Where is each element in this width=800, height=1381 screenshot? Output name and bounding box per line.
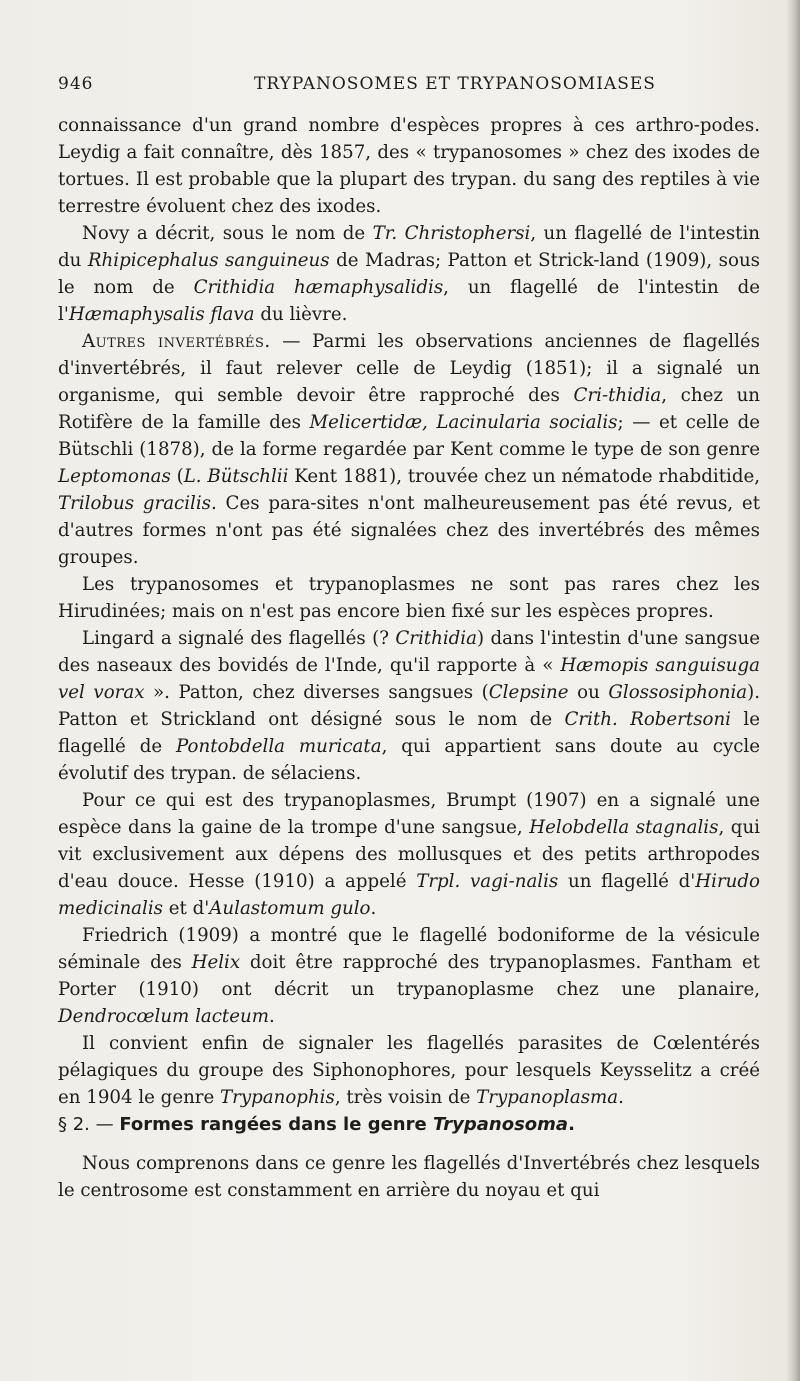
page-body bbox=[58, 112, 760, 1204]
section-heading: § 2. — Formes rangées dans le genre Trypanosoma. bbox=[58, 1114, 575, 1135]
paragraph: Friedrich (1909) a montré que le flagellé bodoniforme de la vésicule séminale des Helix doit être rapproché des trypanoplasmes. Fantham et Porter (1910) ont décrit un trypanoplasme chez une planaire, Dendrocœlum lacteum. bbox=[58, 925, 760, 1027]
paragraph: connaissance d'un grand nombre d'espèces propres à ces arthro-podes. Leydig a fait connaître, dès 1857, des « trypanosomes » chez des ixodes de tortues. Il est probable que la plupart des trypan. du sang des reptiles à vie terrestre évoluent chez des ixodes. bbox=[58, 115, 760, 217]
section-genus: Trypanosoma bbox=[432, 1114, 569, 1135]
paragraph: Les trypanosomes et trypanoplasmes ne sont pas rares chez les Hirudinées; mais on n'est pas encore bien fixé sur les espèces propres. bbox=[58, 574, 760, 622]
paragraph: Novy a décrit, sous le nom de Tr. Christophersi, un flagellé de l'intestin du Rhipicephalus sanguineus de Madras; Patton et Strick-land (1909), sous le nom de Crithidia hæmaphysalidis, un flagellé de l'intestin de l'Hæmaphysalis flava du lièvre. bbox=[58, 223, 760, 325]
paragraph-autres-invertebres: Autres invertébrés. — Parmi les observations anciennes de flagellés d'invertébrés, il faut relever celle de Leydig (1851); il a signalé un organisme, qui semble devoir être rapproché des Cri-thidia, chez un Rotifère de la famille des Melicertidæ, Lacinularia socialis; — et celle de Bütschli (1878), de la forme regardée par Kent comme le type de son genre Leptomonas (L. Bütschlii Kent 1881), trouvée chez un nématode rhabditide, Trilobus gracilis. Ces para-sites n'ont malheureusement pas été revus, et d'autres formes n'ont pas été signalées chez des invertébrés des mêmes groupes. bbox=[58, 331, 761, 568]
paragraph: Lingard a signalé des flagellés (? Crithidia) dans l'intestin d'une sangsue des naseaux des bovidés de l'Inde, qu'il rapporte à « Hæmopis sanguisuga vel vorax ». Patton, chez diverses sangsues (Clepsine ou Glossosiphonia). Patton et Strickland ont désigné sous le nom de Crith. Robertsoni le flagellé de Pontobdella muricata, qui appartient sans doute au cycle évolutif des trypan. de sélaciens. bbox=[58, 628, 760, 784]
page-number: 946 bbox=[58, 74, 94, 94]
page-edge-shadow bbox=[786, 0, 800, 1381]
paragraph: Nous comprenons dans ce genre les flagellés d'Invertébrés chez lesquels le centrosome est constamment en arrière du noyau et qui bbox=[58, 1153, 760, 1201]
paragraph-heading: Autres invertébrés. bbox=[82, 331, 271, 352]
paragraph: Pour ce qui est des trypanoplasmes, Brumpt (1907) en a signalé une espèce dans la gaine de la trompe d'une sangsue, Helobdella stagnalis, qui vit exclusivement aux dépens des mollusques et des petits arthropodes d'eau douce. Hesse (1910) a appelé Trpl. vagi-nalis un flagellé d'Hirudo medicinalis et d'Aulastomum gulo. bbox=[58, 790, 760, 919]
section-title: Formes rangées dans le genre bbox=[119, 1114, 433, 1135]
running-title: TRYPANOSOMES ET TRYPANOSOMIASES bbox=[254, 74, 656, 94]
paragraph: Il convient enfin de signaler les flagellés parasites de Cœlentérés pélagiques du groupe des Siphonophores, pour lesquels Keysselitz a créé en 1904 le genre Trypanophis, très voisin de Trypanoplasma. bbox=[58, 1033, 760, 1108]
page-header bbox=[58, 74, 758, 100]
section-number: § 2. bbox=[58, 1114, 90, 1135]
